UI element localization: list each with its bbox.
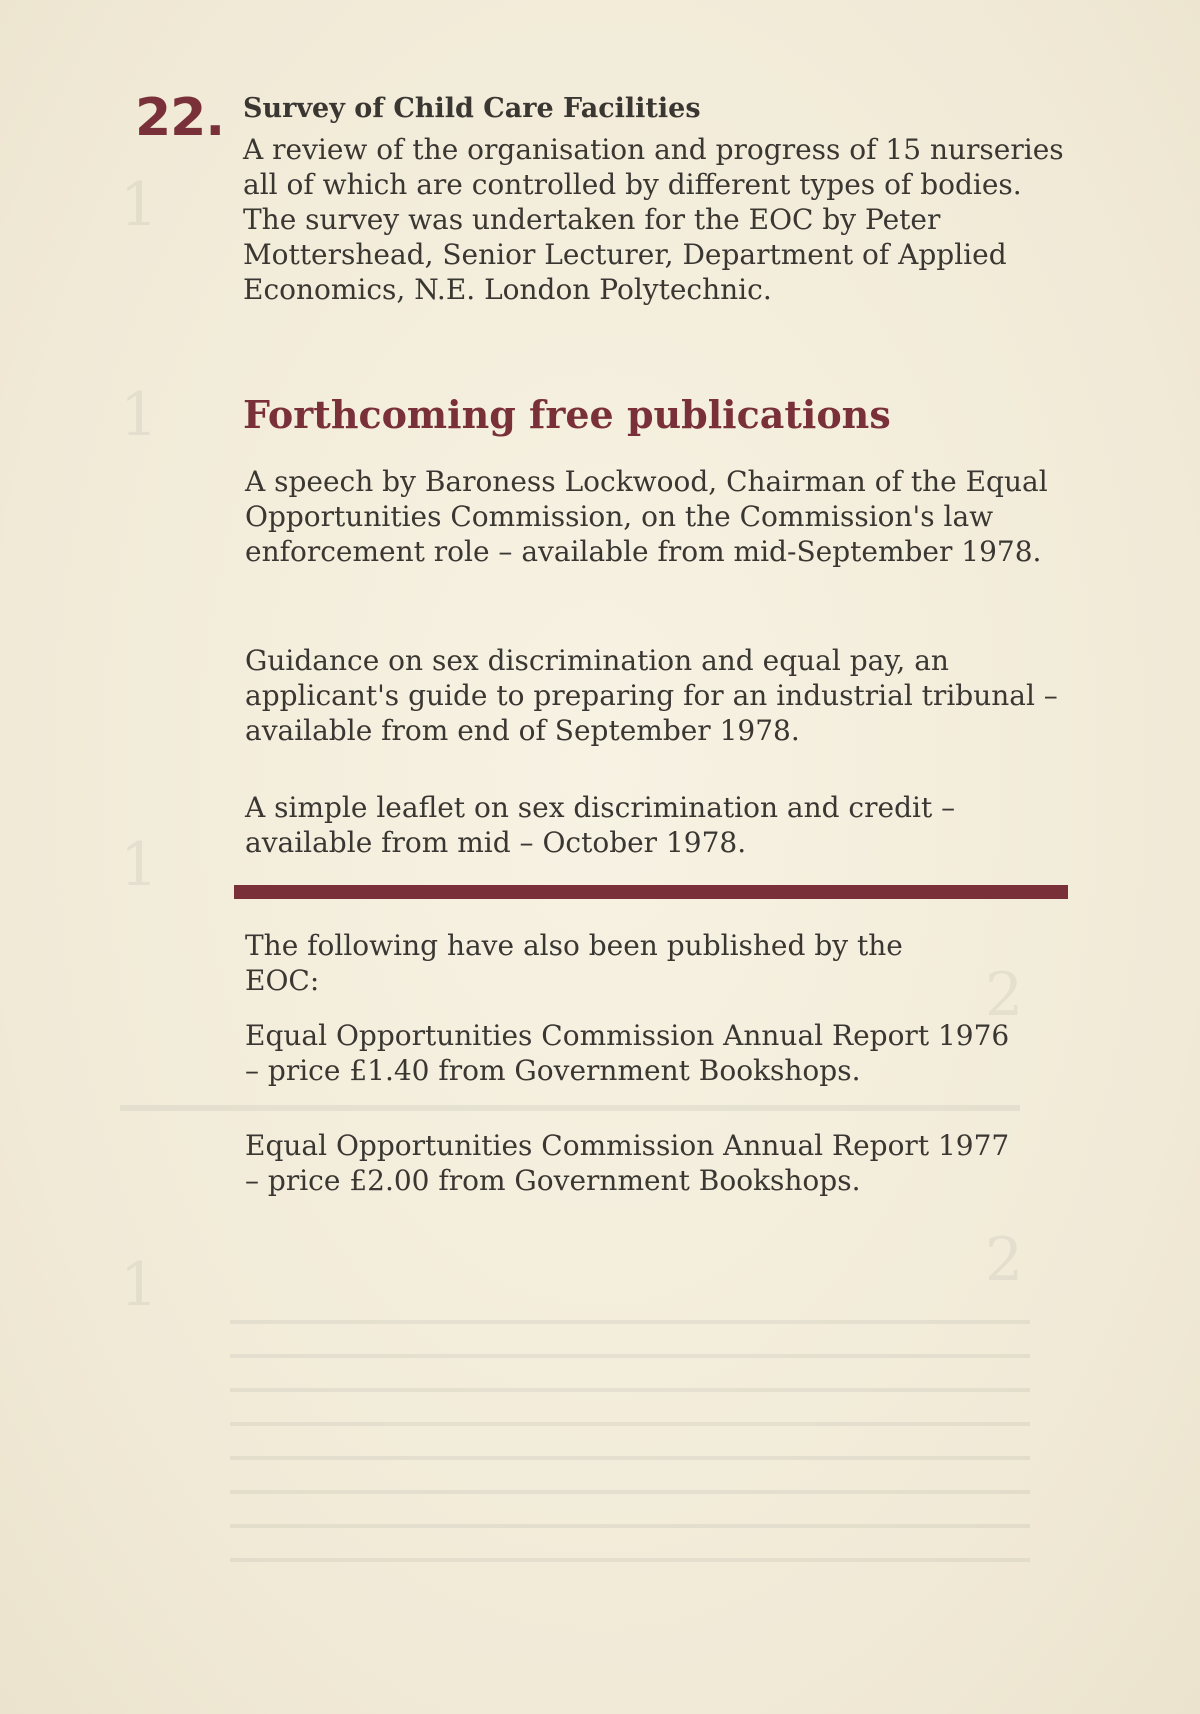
also-published-intro: The following have also been published by the EOC: [245, 929, 903, 997]
forthcoming-heading: Forthcoming free publications [243, 392, 891, 437]
forthcoming-item-guidance: Guidance on sex discrimination and equal pay, an applicant's guide to preparing for an industrial tribunal – available from end of September 1978. [245, 644, 1058, 747]
document-page: 1 1 1 2 2 1 22. Survey of Child Care Facilities A review of the organisation and progress of 15 nurseries all of which are controlled by different types of bodies. The survey was undertaken for the EOC by Peter Mottershead, Senior Lecturer, Department of Applied Economics, N.E. London Polytechnic. Forthcoming free publications A speech by Baroness Lockwood, Chairman of the Equal Opportunities Commission, on the Commission's law enforcement role – available from mid-September 1978. Guidance on sex discrimination and equal pay, an applicant's guide to preparing for an industrial tribunal – available from end of September 1978. A simple leaflet on sex discrimination and credit – available from mid – October 1978. The following have also been published by the EOC: Equal Opportunities Commission Annual Report 1976 – price £1.40 from Government Bookshops. Equal Opportunities Commission Annual Report 1977 – price £2.00 from Government Bookshops. [0, 0, 1200, 1714]
annual-report-1976: Equal Opportunities Commission Annual Report 1976 – price £1.40 from Government Bookshops. [245, 1019, 1010, 1087]
annual-report-1977: Equal Opportunities Commission Annual Report 1977 – price £2.00 from Government Bookshops. [245, 1129, 1010, 1197]
survey-description: A review of the organisation and progress of 15 nurseries all of which are controlled by different types of bodies. The survey was undertaken for the EOC by Peter Mottershead, Senior Lecturer, Department of Applied Economics, N.E. London Polytechnic. [243, 132, 1064, 306]
section-divider [234, 885, 1068, 899]
forthcoming-item-speech: A speech by Baroness Lockwood, Chairman of the Equal Opportunities Commission, on the Commission's law enforcement role – available from mid-September 1978. [245, 465, 1048, 568]
forthcoming-item-leaflet: A simple leaflet on sex discrimination and credit – available from mid – October 1978. [245, 791, 956, 859]
survey-title: Survey of Child Care Facilities [243, 93, 701, 124]
survey-section [243, 92, 1073, 307]
section-number: 22. [135, 88, 225, 148]
